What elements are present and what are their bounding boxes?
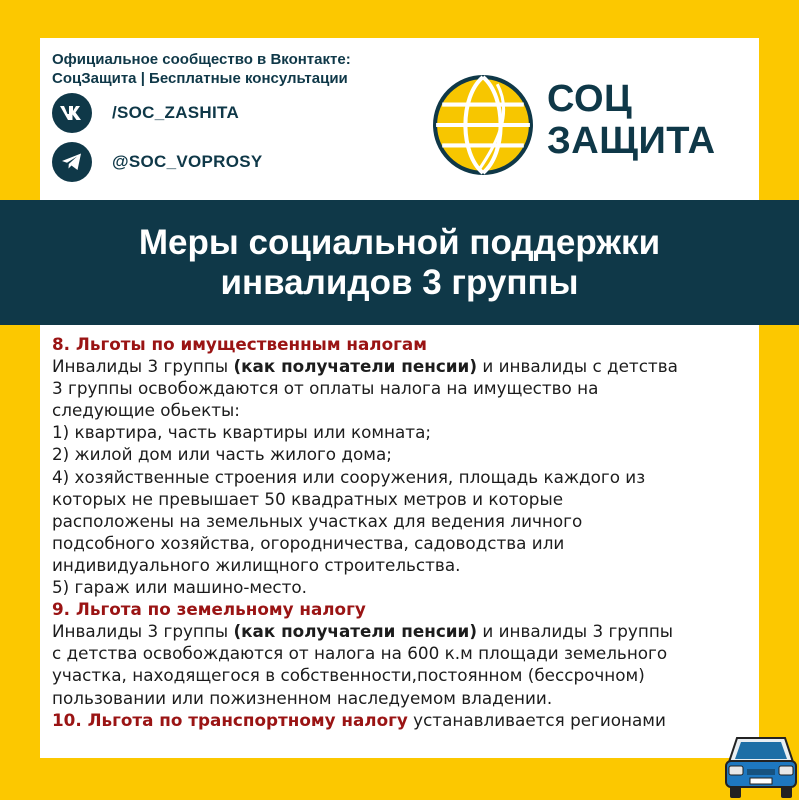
vk-link[interactable] [52,93,239,133]
list-item-continued: которых не превышает 50 квадратных метров и которые [52,488,564,509]
section-10-line [52,709,756,731]
community-line-2: СоцЗащита | Бесплатные консультации [52,70,348,87]
logo-text [547,78,716,162]
text-span: Инвалиды 3 группы [52,356,234,377]
title-banner [0,200,799,325]
section-9-heading: 9. Льгота по земельному налогу [52,599,366,620]
section-9-line-1 [52,620,756,642]
globe-logo-icon [432,74,534,176]
text-span: и инвалиды 3 группы [477,621,674,642]
community-line-1: Официальное сообщество в Вконтакте: [52,51,351,68]
section-8-line-1 [52,355,756,377]
title-line-1: Меры социальной поддержки [138,222,661,262]
text-span: устанавливается регионами [407,709,666,730]
section-8-heading: 8. Льготы по имущественным налогам [52,334,427,354]
section-8-line-2: 3 группы освобождаются от оплаты налога на имущество на [52,378,599,399]
header-card [40,38,759,200]
title-line-2: инвалидов 3 группы [220,262,579,302]
list-item-continued: подсобного хозяйства, огородничества, садоводства или [52,532,565,553]
list-item-continued: расположены на земельных участках для ведения личного [52,510,583,531]
list-item: 2) жилой дом или часть жилого дома; [52,444,392,465]
section-9-line-4: пользовании или пожизненном наследуемом владении. [52,687,553,708]
section-9-line-2: с детства освобождаются от налога на 600 к.м площади земельного [52,643,668,664]
telegram-handle[interactable]: @SOC_VOPROSY [112,152,263,171]
list-item: 1) квартира, часть квартиры или комната; [52,422,432,443]
bold-span: (как получатели пенсии) [233,356,477,377]
list-item: 5) гараж или машино-место. [52,577,308,598]
vk-icon [52,93,92,133]
list-item: 4) хозяйственные строения или сооружения, площадь каждого из [52,466,646,487]
text-span: и инвалиды с детства [477,356,678,377]
section-9-line-3: участка, находящегося в собственности,постоянном (бессрочном) [52,665,645,686]
content-text [52,333,756,731]
section-8-line-3: следующие обьекты: [52,400,240,421]
telegram-link[interactable] [52,142,263,182]
bold-span: (как получатели пенсии) [233,621,477,642]
community-info [52,50,351,88]
car-icon [723,728,799,800]
telegram-icon [52,142,92,182]
content-card [40,325,759,758]
vk-handle[interactable]: /SOC_ZASHITA [112,103,240,122]
section-10-heading: 10. Льгота по транспортному налогу [52,709,408,730]
list-item-continued: индивидуального жилищного строительства. [52,554,461,575]
logo-line-2: ЗАЩИТА [547,120,716,162]
logo-line-1: СОЦ [547,78,633,120]
text-span: Инвалиды 3 группы [52,621,234,642]
